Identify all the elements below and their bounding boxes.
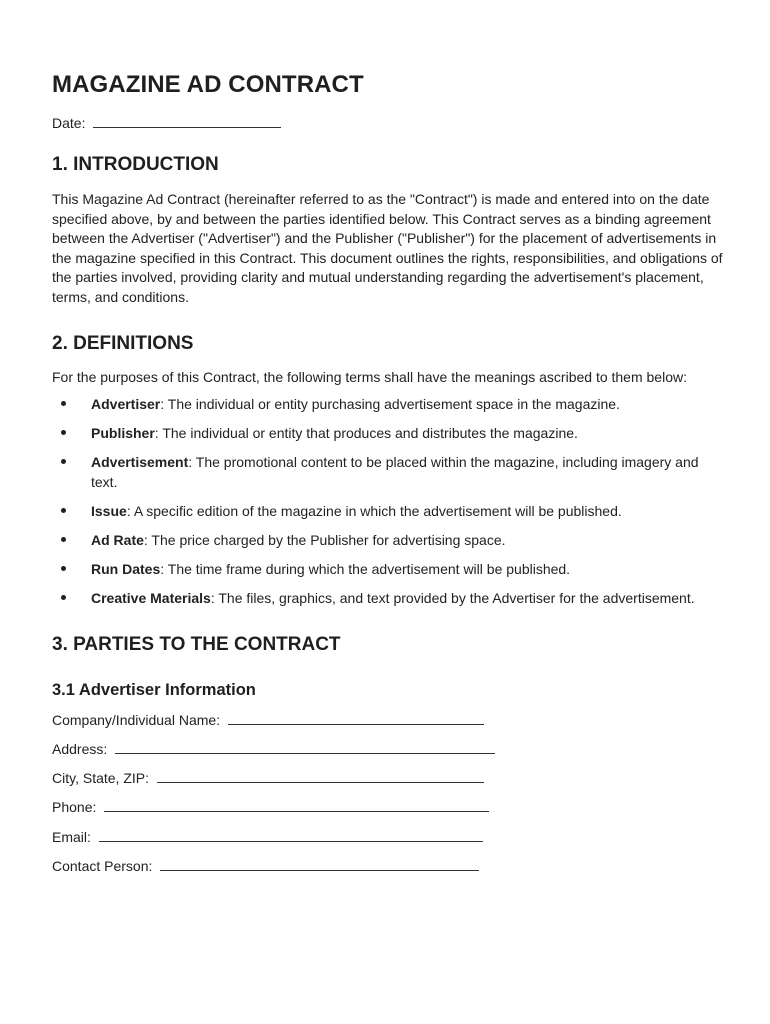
definition-item (52, 424, 724, 444)
phone-field (52, 797, 724, 817)
parties-heading: 3. PARTIES TO THE CONTRACT (52, 633, 341, 655)
email-field (52, 827, 724, 847)
bullet-icon (61, 508, 66, 513)
bullet-icon (61, 595, 66, 600)
definitions-section (52, 332, 724, 609)
city-state-zip-field (52, 768, 724, 788)
bullet-icon (61, 459, 66, 464)
document-page (52, 70, 724, 876)
definition-text: : The time frame during which the advertisement will be published. (160, 561, 571, 578)
definitions-heading: 2. DEFINITIONS (52, 332, 194, 354)
introduction-heading: 1. INTRODUCTION (52, 154, 219, 175)
definition-item (52, 531, 724, 551)
date-line (52, 113, 724, 133)
definition-term: Advertisement (91, 454, 189, 471)
introduction-body: This Magazine Ad Contract (hereinafter referred to as the "Contract") is made and entered into on the date specified above, by and between the parties identified below. This Contract serves as a binding agreement between the Advertiser ("Advertiser") and the Publisher ("Publisher") for the placement of advertisements in the magazine specified in this Contract. This document outlines the rights, responsibilities, and obligations of the parties involved, providing clarity and mutual understanding regarding the advertisement's placement, terms, and conditions. (52, 191, 723, 305)
definition-text: : A specific edition of the magazine in which the advertisement will be published. (126, 503, 622, 520)
date-label: Date: (52, 115, 86, 131)
contact-person-blank[interactable] (160, 856, 479, 871)
definition-term: Run Dates (91, 561, 161, 578)
definition-term: Issue (91, 503, 127, 520)
definitions-intro: For the purposes of this Contract, the following terms shall have the meanings ascribed to them below: (52, 368, 687, 385)
definition-text: : The individual or entity purchasing advertisement space in the magazine. (160, 396, 620, 413)
bullet-icon (61, 430, 66, 435)
definition-text: : The price charged by the Publisher for advertising space. (143, 532, 506, 549)
company-name-field (52, 710, 724, 730)
definition-term: Creative Materials (91, 590, 211, 607)
bullet-icon (61, 401, 66, 406)
definition-text: : The promotional content to be placed within the magazine, including imagery and text. (91, 454, 699, 490)
phone-blank[interactable] (104, 797, 489, 812)
field-label: City, State, ZIP: (52, 770, 149, 787)
definition-text: : The individual or entity that produces and distributes the magazine. (154, 425, 578, 442)
definition-term: Publisher (91, 425, 155, 442)
company-name-blank[interactable] (228, 710, 484, 725)
definition-item (52, 395, 724, 415)
address-field (52, 739, 724, 759)
parties-section (52, 633, 724, 876)
definition-item (52, 502, 724, 522)
bullet-icon (61, 537, 66, 542)
field-label: Company/Individual Name: (52, 711, 221, 728)
bullet-icon (61, 566, 66, 571)
definition-item (52, 589, 724, 609)
address-blank[interactable] (115, 739, 495, 754)
definition-term: Ad Rate (91, 532, 144, 549)
definition-item (52, 453, 724, 492)
definition-item (52, 560, 724, 580)
field-label: Contact Person: (52, 857, 153, 874)
definition-term: Advertiser (91, 396, 161, 413)
document-title: MAGAZINE AD CONTRACT (52, 71, 364, 98)
introduction-section (52, 153, 724, 308)
field-label: Phone: (52, 799, 97, 816)
email-blank[interactable] (99, 827, 483, 842)
field-label: Address: (52, 741, 108, 758)
field-label: Email: (52, 828, 91, 845)
city-state-zip-blank[interactable] (157, 768, 484, 783)
definition-text: : The files, graphics, and text provided by the Advertiser for the advertisement. (210, 590, 695, 607)
contact-person-field (52, 856, 724, 876)
advertiser-info-heading: 3.1 Advertiser Information (52, 680, 256, 699)
date-blank[interactable] (93, 113, 281, 128)
definitions-list (52, 395, 724, 609)
